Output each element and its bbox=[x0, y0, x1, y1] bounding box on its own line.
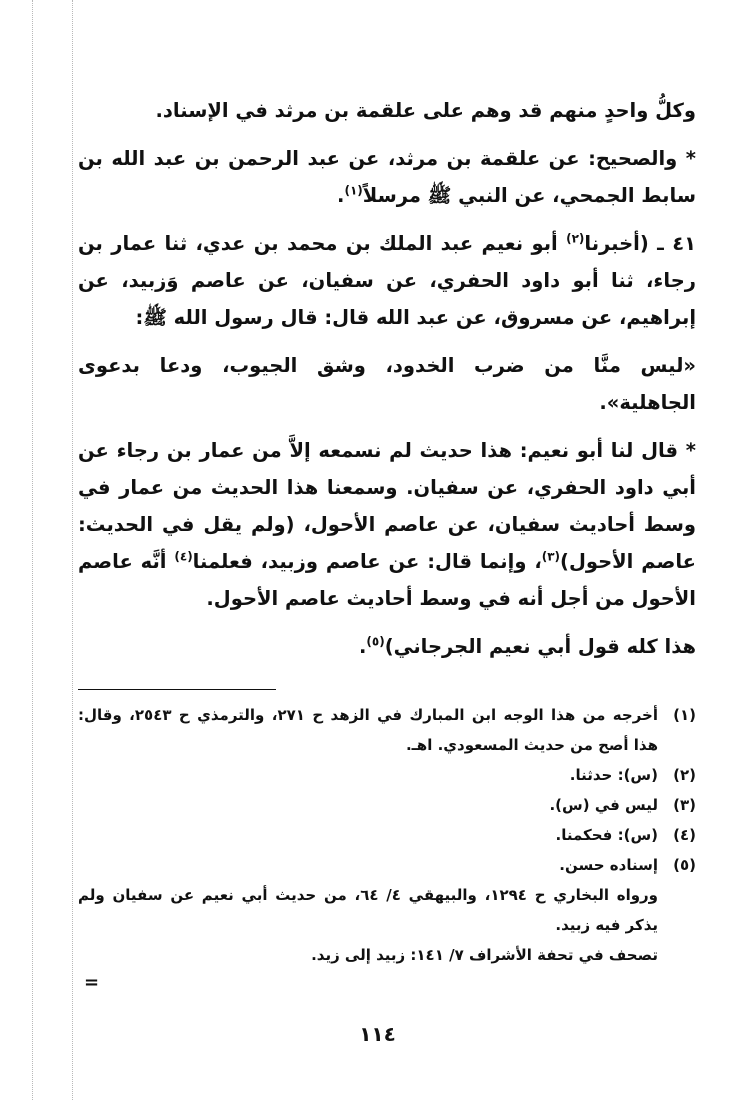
footnote-ref-5[interactable]: (٥) bbox=[366, 634, 385, 649]
footnote-number: (٢) bbox=[673, 766, 696, 784]
paragraph-6: هذا كله قول أبي نعيم الجرجاني)$^{(٥)}$. bbox=[358, 634, 696, 658]
margin-dotted-line bbox=[32, 0, 33, 1100]
footnote-ref-3[interactable]: (٣) bbox=[541, 549, 561, 564]
continuation-mark: = bbox=[84, 972, 100, 993]
footnote-ref-1[interactable]: (١) bbox=[344, 183, 363, 198]
footnote: (٤) (س): فحكمنا. bbox=[78, 820, 696, 850]
footnote: (٣) ليس في (س). bbox=[78, 790, 696, 820]
footnote: (٢) (س): حدثنا. bbox=[78, 760, 696, 790]
main-text bbox=[78, 92, 696, 665]
paragraph-2: * والصحيح: عن علقمة بن مرثد، عن عبد الرحمن بن عبد الله بن سابط الجمحي، عن النبي ﷺ مرسلاً$^{(١)}$. bbox=[78, 147, 696, 207]
footnote-divider bbox=[78, 689, 276, 690]
footnote-number: (٥) bbox=[673, 856, 696, 874]
hadith-number: ٤١ ـ bbox=[657, 232, 696, 255]
section-marker: * والصحيح: bbox=[588, 147, 696, 170]
footnote: (١) أخرجه من هذا الوجه ابن المبارك في الزهد ح ٢٧١، والترمذي ح ٢٥٤٣، وقال: هذا أصح من حديث المسعودي. اهـ. bbox=[78, 700, 696, 760]
paragraph-1: وكلُّ واحدٍ منهم قد وهم على علقمة بن مرثد في الإسناد. bbox=[155, 99, 696, 122]
footnote-number: (٤) bbox=[673, 826, 696, 844]
footnote-ref-2[interactable]: (٢) bbox=[566, 231, 585, 246]
footnote-continuation: تصحف في تحفة الأشراف ٧/ ١٤١: زبيد إلى زيد. bbox=[311, 946, 658, 964]
footnote-ref-4[interactable]: (٤) bbox=[174, 549, 193, 564]
footnote: (٥) إسناده حسن. bbox=[78, 850, 696, 880]
page-number: ١١٤ bbox=[359, 1022, 396, 1046]
footnote-number: (٣) bbox=[673, 796, 696, 814]
footnote-continuation: ورواه البخاري ح ١٢٩٤، والبيهقي ٤/ ٦٤، من حديث أبي نعيم عن سفيان ولم يذكر فيه زبيد. bbox=[78, 886, 659, 934]
paragraph-5: * قال لنا أبو نعيم: هذا حديث لم نسمعه إلاَّ من عمار بن رجاء عن أبي داود الحفري، عن سفيان. وسمعنا هذا الحديث من عمار في وسط أحاديث سفيان، عن عاصم الأحول، (ولم يقل في الحديث: عاصم الأحول)$^{(٣)}$، وإنما قال: عن عاصم وزبيد، فعلمنا$^{(٤)}$ أنَّه عاصم الأحول من أجل أنه في وسط أحاديث عاصم الأحول. bbox=[78, 439, 697, 610]
hadith-text: «ليس منَّا من ضرب الخدود، وشق الجيوب، ودعا بدعوى الجاهلية». bbox=[78, 354, 696, 414]
footnotes bbox=[78, 700, 696, 970]
page-body bbox=[78, 92, 696, 970]
hadith-41: ٤١ ـ (أخبرنا$^{(٢)}$ أبو نعيم عبد الملك بن محمد بن عدي، ثنا عمار بن رجاء، ثنا أبو داود الحفري، عن سفيان، عن عاصم وَزبيد، عن إبراهيم، عن مسروق، عن عبد الله قال: قال رسول الله ﷺ: bbox=[78, 231, 696, 329]
margin-dotted-line bbox=[72, 0, 73, 1100]
footnote-number: (١) bbox=[673, 706, 696, 724]
